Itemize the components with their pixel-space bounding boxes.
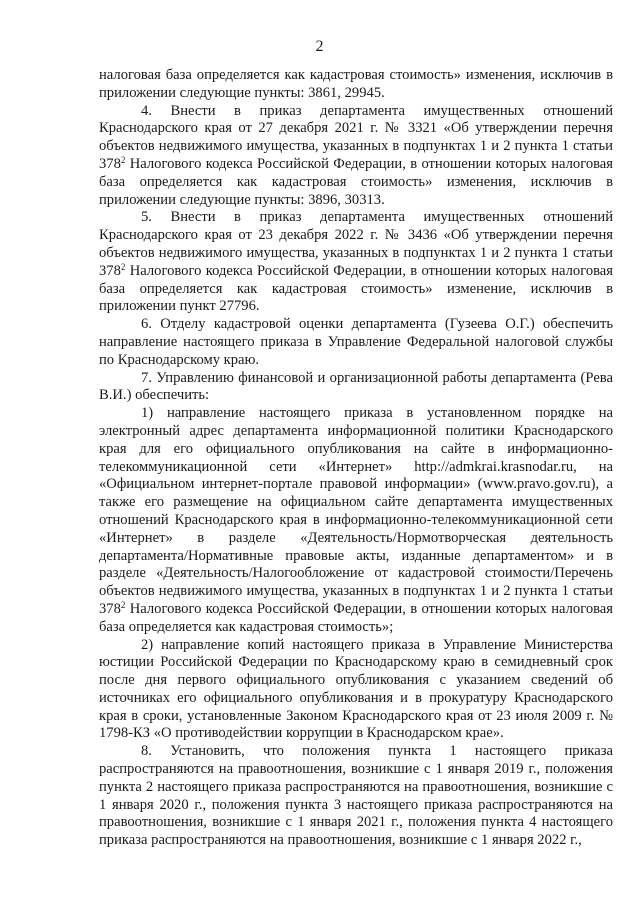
- paragraph-7-2: 2) направление копий настоящего приказа в Управление Министерства юстиции Российской Федерации по Краснодарскому краю в семидневный срок после дня первого официального опубликования с указанием сведений об источниках его официального опубликования и в прокуратуру Краснодарского края в сроки, установленные Законом Краснодарского края от 23 июля 2009 г. № 1798-КЗ «О противодействии коррупции в Краснодарском крае».: [99, 636, 613, 742]
- paragraph-8: 8. Установить, что положения пункта 1 настоящего приказа распространяются на правоотношения, возникшие с 1 января 2019 г., положения пункта 2 настоящего приказа распространяются на правоотношения, возникшие с 1 января 2020 г., положения пункта 3 настоящего приказа распространяются на правоотношения, возникшие с 1 января 2021 г., положения пункта 4 настоящего приказа распространяются на правоотношения, возникшие с 1 января 2022 г.,: [99, 743, 613, 849]
- page-number: 2: [315, 38, 324, 55]
- paragraph-5: 5. Внести в приказ департамента имущественных отношений Краснодарского края от 23 декабря 2022 г. № 3436 «Об утверждении перечня объектов недвижимого имущества, указанных в подпунктах 1 и 2 пункта 1 статьи $378^2$ Налогового кодекса Российской Федерации, в отношении которых налоговая база определяется как кадастровая стоимость» изменение, исключив в приложении пункт 27796.: [99, 209, 613, 315]
- paragraph-4: 4. Внести в приказ департамента имущественных отношений Краснодарского края от 27 декабря 2021 г. № 3321 «Об утверждении перечня объектов недвижимого имущества, указанных в подпунктах 1 и 2 пункта 1 статьи $378^2$ Налогового кодекса Российской Федерации, в отношении которых налоговая база определяется как кадастровая стоимость» изменения, исключив в приложении следующие пункты: 3896, 30313.: [99, 102, 613, 208]
- document-body: [99, 67, 613, 850]
- superscript-2: 2: [120, 261, 126, 272]
- paragraph-6: 6. Отделу кадастровой оценки департамента (Гузеева О.Г.) обеспечить направление настоящего приказа в Управление Федеральной налоговой службы по Краснодарскому краю.: [99, 316, 613, 368]
- paragraph-7-1: 1) направление настоящего приказа в установленном порядке на электронный адрес департамента информационной политики Краснодарского края для его официального опубликования на сайте в информационно-телекоммуникационной сети «Интернет» http://admkrai.krasnodar.ru, на «Официальном интернет-портале правовой информации» (www.pravo.gov.ru), а также его размещение на официальном сайте департамента имущественных отношений Краснодарского края в информационно-телекоммуникационной сети «Интернет» в разделе «Деятельность/Нормотворческая деятельность департамента/Нормативные правовые акты, изданные департаментом» и в разделе «Деятельность/Налогообложение от кадастровой стоимости/Перечень объектов недвижимого имущества, указанных в подпунктах 1 и 2 пункта 1 статьи $378^2$ Налогового кодекса Российской Федерации, в отношении которых налоговая база определяется как кадастровая стоимость»;: [99, 405, 613, 635]
- superscript-2: 2: [120, 154, 126, 165]
- paragraph-7: 7. Управлению финансовой и организационной работы департамента (Рева В.И.) обеспечить:: [99, 369, 613, 404]
- superscript-2: 2: [120, 599, 126, 610]
- paragraph-continuation: налоговая база определяется как кадастровая стоимость» изменения, исключив в приложении следующие пункты: 3861, 29945.: [99, 67, 613, 101]
